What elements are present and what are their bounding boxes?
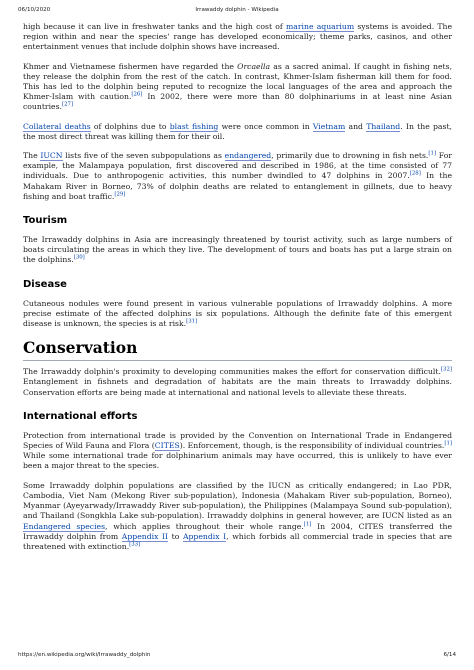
citation-1[interactable]: [1]	[303, 520, 312, 527]
heading-disease: Disease	[23, 278, 67, 290]
citation-32[interactable]: [32]	[440, 366, 452, 373]
link-appendix-ii[interactable]: Appendix II	[121, 531, 169, 541]
citation-33[interactable]: [33]	[129, 541, 141, 548]
print-date: 06/10/2020	[18, 7, 51, 13]
paragraph-iucn: The IUCN lists five of the seven subpopulations as endangered, primarily due to drowning in fish nets.[1] For example, the Malampaya population, first discovered and described in 1986, at the time consisted of 77 individuals. Due to anthropogenic activities, this number dwindled to 47 dolphins in 2007.[28] In the Mahakam River in Borneo, 73% of dolphin deaths are related to entanglement in gillnets, due to heavy fishing and boat traffic.[29]	[23, 150, 452, 201]
print-url: https://en.wikipedia.org/wiki/Irrawaddy_dolphin	[18, 652, 151, 658]
heading-conservation: Conservation	[23, 338, 452, 361]
paragraph-conservation: The Irrawaddy dolphin's proximity to developing communities makes the effort for conservation difficult.[32] Entanglement in fishnets and degradation of habitats are the main threats to Irrawaddy dolphins. Conservation efforts are being made at international and national levels to alleviate these threats.	[23, 366, 452, 397]
link-collateral-deaths[interactable]: Collateral deaths	[23, 121, 91, 131]
link-marine-aquarium[interactable]: marine aquarium	[285, 22, 355, 31]
heading-tourism: Tourism	[23, 215, 68, 227]
citation-29[interactable]: [29]	[114, 191, 126, 198]
citation-1[interactable]: [1]	[428, 150, 437, 157]
paragraph-cites: Protection from international trade is provided by the Convention on International Trade in Endangered Species of Wild Fauna and Flora (CITES). Enforcement, though, is the responsibility of individual countries.[1] While some international trade for dolphinarium animals may have occurred, this is unlikely to have ever been a major threat to the species.	[23, 430, 453, 471]
citation-28[interactable]: [28]	[409, 170, 421, 177]
italic-orcaella: Orcaella	[237, 61, 271, 71]
paragraph-collateral: Collateral deaths of dolphins due to blast fishing were once common in Vietnam and Thailand. In the past, the most direct threat was killing them for their oil.	[23, 121, 452, 141]
link-blast-fishing[interactable]: blast fishing	[169, 121, 219, 131]
link-vietnam[interactable]: Vietnam	[312, 121, 346, 131]
print-footer	[18, 652, 456, 662]
citation-1[interactable]: [1]	[444, 440, 453, 447]
paragraph-tourism: The Irrawaddy dolphins in Asia are increasingly threatened by tourist activity, such as large numbers of boats circulating the areas in which they live. The development of tours and boats has put a large strain on the dolphins.[30]	[23, 235, 452, 265]
paragraph-fishermen: Khmer and Vietnamese fishermen have regarded the Orcaella as a sacred animal. If caught in fishing nets, they release the dolphin from the rest of the catch. In contrast, Khmer-Islam fisherman kill them for food. This has led to the dolphin being reputed to recognize the local languages of the area and approach the Khmer-Islam with caution.[26] In 2002, there were more than 80 dolphinariums in at least nine Asian countries.[27]	[23, 61, 453, 112]
link-thailand[interactable]: Thailand	[366, 121, 401, 131]
print-header	[18, 7, 456, 17]
link-endangered[interactable]: endangered	[224, 151, 272, 161]
article-content	[23, 22, 452, 561]
citation-31[interactable]: [31]	[186, 318, 198, 325]
heading-international-efforts: International efforts	[23, 410, 138, 422]
citation-30[interactable]: [30]	[73, 254, 85, 261]
link-iucn[interactable]: IUCN	[40, 151, 63, 161]
link-endangered-species[interactable]: Endangered species	[23, 521, 106, 531]
citation-27[interactable]: [27]	[62, 101, 74, 108]
citation-26[interactable]: [26]	[131, 91, 143, 98]
paragraph-aquarium: high because it can live in freshwater tanks and the high cost of marine aquarium systems is avoided. The region within and near the species' range has developed economically; theme parks, casinos, and other entertainment venues that include dolphin shows have increased.	[23, 22, 452, 52]
page-number: 6/14	[443, 652, 456, 658]
print-title: Irrawaddy dolphin - Wikipedia	[195, 7, 279, 13]
link-cites[interactable]: CITES	[154, 441, 180, 451]
link-appendix-i[interactable]: Appendix I	[182, 531, 227, 541]
paragraph-disease: Cutaneous nodules were found present in various vulnerable populations of Irrawaddy dolphins. A more precise estimate of the affected dolphins is six populations. Although the definite fate of this emergent disease is unknown, the species is at risk.[31]	[23, 298, 452, 329]
paragraph-classification: Some Irrawaddy dolphin populations are classified by the IUCN as critically endangered; in Lao PDR, Cambodia, Viet Nam (Mekong River sub-population), Indonesia (Mahakam River sub-population, Borneo), Myanmar (Ayeyarwady/Irrawaddy River sub-population), the Philippines (Malampaya Sound sub-population), and Thailand (Songkhla Lake sub-population). Irrawaddy dolphins in general however, are IUCN listed as an Endangered species, which applies throughout their whole range.[1] In 2004, CITES transferred the Irrawaddy dolphin from Appendix II to Appendix I, which forbids all commercial trade in species that are threatened with extinction.[33]	[23, 480, 452, 551]
